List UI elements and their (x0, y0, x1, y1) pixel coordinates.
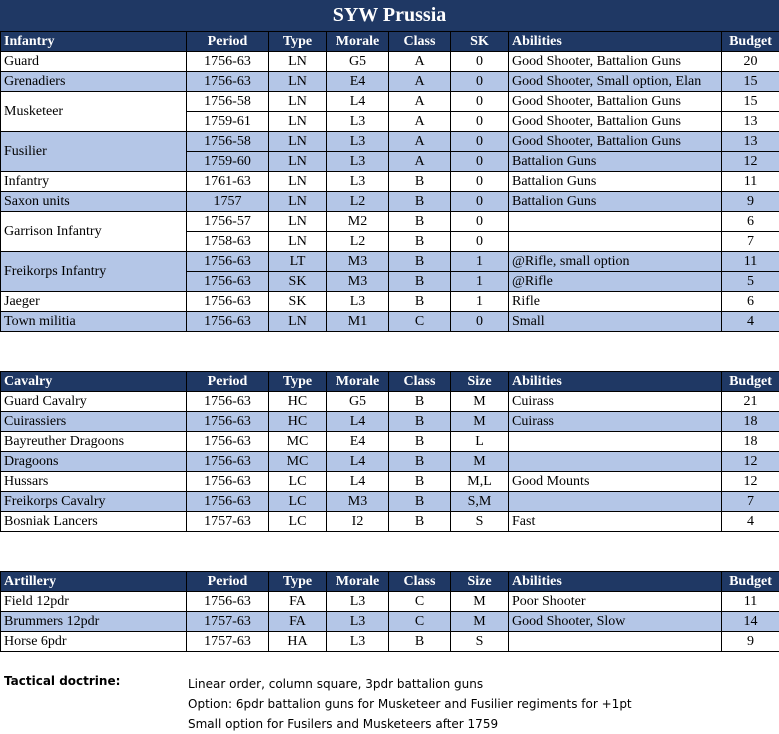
morale: G5 (327, 52, 389, 72)
abilities: Battalion Guns (509, 192, 722, 212)
table-row (1, 432, 779, 452)
morale: L3 (327, 132, 389, 152)
budget: 7 (722, 232, 779, 252)
class: C (389, 592, 451, 612)
sk: 0 (451, 152, 509, 172)
infantry-table (0, 31, 779, 332)
table-row (1, 412, 779, 432)
size: M (451, 452, 509, 472)
class: B (389, 432, 451, 452)
budget: 7 (722, 492, 779, 512)
type: FA (269, 592, 327, 612)
unit-name: Guard (1, 52, 187, 72)
size: S (451, 512, 509, 532)
header-unit: Artillery (1, 572, 187, 592)
morale: L3 (327, 592, 389, 612)
class: B (389, 172, 451, 192)
cavalry-table (0, 371, 779, 532)
sk: 0 (451, 52, 509, 72)
doctrine-line: Option: 6pdr battalion guns for Musketeer and Fusilier regiments for +1pt (188, 694, 632, 714)
abilities (509, 232, 722, 252)
abilities: Battalion Guns (509, 172, 722, 192)
type: LN (269, 152, 327, 172)
abilities (509, 452, 722, 472)
header-class: Class (389, 32, 451, 52)
size: S (451, 632, 509, 652)
class: C (389, 312, 451, 332)
abilities: Small (509, 312, 722, 332)
budget: 13 (722, 112, 779, 132)
unit-name: Bayreuther Dragoons (1, 432, 187, 452)
budget: 11 (722, 172, 779, 192)
morale: I2 (327, 512, 389, 532)
sk: 0 (451, 132, 509, 152)
unit-name: Jaeger (1, 292, 187, 312)
type: LC (269, 512, 327, 532)
table-row (1, 592, 779, 612)
doctrine-lines (188, 674, 632, 734)
class: A (389, 52, 451, 72)
doctrine-label: Tactical doctrine: (4, 674, 120, 688)
header-type: Type (269, 572, 327, 592)
type: LN (269, 52, 327, 72)
class: B (389, 252, 451, 272)
budget: 18 (722, 412, 779, 432)
type: LC (269, 492, 327, 512)
class: B (389, 512, 451, 532)
abilities: Good Shooter, Small option, Elan (509, 72, 722, 92)
unit-name: Hussars (1, 472, 187, 492)
abilities: Good Shooter, Battalion Guns (509, 52, 722, 72)
period: 1756-63 (187, 412, 269, 432)
table-row (1, 72, 779, 92)
header-morale: Morale (327, 32, 389, 52)
morale: L4 (327, 412, 389, 432)
sk: 1 (451, 292, 509, 312)
budget: 9 (722, 192, 779, 212)
header-abilities: Abilities (509, 32, 722, 52)
table-row (1, 92, 779, 112)
type: HC (269, 412, 327, 432)
header-period: Period (187, 372, 269, 392)
period: 1759-61 (187, 112, 269, 132)
unit-name: Freikorps Cavalry (1, 492, 187, 512)
budget: 11 (722, 592, 779, 612)
class: A (389, 92, 451, 112)
type: LT (269, 252, 327, 272)
header-size: Size (451, 572, 509, 592)
morale: E4 (327, 432, 389, 452)
header-class: Class (389, 572, 451, 592)
sk: 0 (451, 312, 509, 332)
budget: 11 (722, 252, 779, 272)
budget: 13 (722, 132, 779, 152)
table-row (1, 192, 779, 212)
period: 1756-63 (187, 252, 269, 272)
header-budget: Budget (722, 372, 779, 392)
morale: G5 (327, 392, 389, 412)
header-class: Class (389, 372, 451, 392)
sk: 0 (451, 112, 509, 132)
period: 1757 (187, 192, 269, 212)
abilities (509, 432, 722, 452)
abilities: Poor Shooter (509, 592, 722, 612)
abilities: Rifle (509, 292, 722, 312)
sk: 0 (451, 72, 509, 92)
class: B (389, 392, 451, 412)
budget: 14 (722, 612, 779, 632)
morale: M3 (327, 272, 389, 292)
period: 1756-63 (187, 472, 269, 492)
unit-name: Field 12pdr (1, 592, 187, 612)
budget: 18 (722, 432, 779, 452)
unit-name: Bosniak Lancers (1, 512, 187, 532)
type: LN (269, 312, 327, 332)
header-budget: Budget (722, 572, 779, 592)
abilities: Good Shooter, Battalion Guns (509, 112, 722, 132)
abilities (509, 212, 722, 232)
table-row (1, 132, 779, 152)
budget: 15 (722, 72, 779, 92)
class: B (389, 272, 451, 292)
budget: 12 (722, 472, 779, 492)
abilities: Good Shooter, Battalion Guns (509, 132, 722, 152)
morale: L3 (327, 292, 389, 312)
abilities: Battalion Guns (509, 152, 722, 172)
table-row (1, 292, 779, 312)
unit-name: Dragoons (1, 452, 187, 472)
header-morale: Morale (327, 572, 389, 592)
sk: 1 (451, 272, 509, 292)
budget: 15 (722, 92, 779, 112)
morale: L4 (327, 472, 389, 492)
size: M (451, 392, 509, 412)
type: MC (269, 432, 327, 452)
unit-name: Cuirassiers (1, 412, 187, 432)
unit-name: Guard Cavalry (1, 392, 187, 412)
abilities: Good Mounts (509, 472, 722, 492)
doctrine-line: Small option for Fusilers and Musketeers after 1759 (188, 714, 632, 734)
morale: L2 (327, 192, 389, 212)
header-budget: Budget (722, 32, 779, 52)
infantry-header-row (1, 32, 779, 52)
type: SK (269, 292, 327, 312)
class: B (389, 412, 451, 432)
abilities (509, 632, 722, 652)
type: LN (269, 132, 327, 152)
class: B (389, 212, 451, 232)
abilities: Cuirass (509, 392, 722, 412)
budget: 21 (722, 392, 779, 412)
abilities: Good Shooter, Battalion Guns (509, 92, 722, 112)
header-size: Size (451, 372, 509, 392)
period: 1756-63 (187, 432, 269, 452)
header-abilities: Abilities (509, 572, 722, 592)
header-unit: Cavalry (1, 372, 187, 392)
class: C (389, 612, 451, 632)
table-row (1, 172, 779, 192)
size: S,M (451, 492, 509, 512)
morale: L2 (327, 232, 389, 252)
table-row (1, 52, 779, 72)
type: FA (269, 612, 327, 632)
abilities (509, 492, 722, 512)
cavalry-header-row (1, 372, 779, 392)
type: LN (269, 112, 327, 132)
header-type: Type (269, 372, 327, 392)
morale: M2 (327, 212, 389, 232)
class: B (389, 492, 451, 512)
class: A (389, 152, 451, 172)
period: 1756-63 (187, 592, 269, 612)
type: HA (269, 632, 327, 652)
budget: 12 (722, 452, 779, 472)
table-row (1, 392, 779, 412)
type: MC (269, 452, 327, 472)
budget: 20 (722, 52, 779, 72)
period: 1756-63 (187, 272, 269, 292)
period: 1756-63 (187, 72, 269, 92)
abilities: Cuirass (509, 412, 722, 432)
morale: M1 (327, 312, 389, 332)
abilities: Fast (509, 512, 722, 532)
period: 1756-63 (187, 312, 269, 332)
budget: 4 (722, 312, 779, 332)
size: L (451, 432, 509, 452)
table-row (1, 512, 779, 532)
table-row (1, 252, 779, 272)
sk: 0 (451, 192, 509, 212)
morale: L3 (327, 152, 389, 172)
header-abilities: Abilities (509, 372, 722, 392)
sk: 1 (451, 252, 509, 272)
header-sk: SK (451, 32, 509, 52)
abilities: Good Shooter, Slow (509, 612, 722, 632)
budget: 5 (722, 272, 779, 292)
unit-name: Brummers 12pdr (1, 612, 187, 632)
budget: 12 (722, 152, 779, 172)
header-period: Period (187, 572, 269, 592)
class: B (389, 232, 451, 252)
budget: 4 (722, 512, 779, 532)
morale: L4 (327, 92, 389, 112)
table-row (1, 452, 779, 472)
period: 1756-63 (187, 292, 269, 312)
size: M (451, 592, 509, 612)
period: 1758-63 (187, 232, 269, 252)
abilities: @Rifle (509, 272, 722, 292)
class: B (389, 192, 451, 212)
sk: 0 (451, 212, 509, 232)
unit-name: Grenadiers (1, 72, 187, 92)
abilities: @Rifle, small option (509, 252, 722, 272)
table-row (1, 612, 779, 632)
budget: 6 (722, 212, 779, 232)
unit-name: Saxon units (1, 192, 187, 212)
type: LN (269, 232, 327, 252)
table-row (1, 632, 779, 652)
page-title: SYW Prussia (0, 0, 779, 31)
budget: 9 (722, 632, 779, 652)
type: LN (269, 192, 327, 212)
period: 1756-57 (187, 212, 269, 232)
unit-name: Infantry (1, 172, 187, 192)
period: 1756-63 (187, 452, 269, 472)
class: B (389, 452, 451, 472)
morale: L4 (327, 452, 389, 472)
unit-name: Freikorps Infantry (1, 252, 187, 292)
morale: L3 (327, 612, 389, 632)
table-row (1, 492, 779, 512)
type: LN (269, 72, 327, 92)
period: 1761-63 (187, 172, 269, 192)
size: M,L (451, 472, 509, 492)
header-period: Period (187, 32, 269, 52)
morale: L3 (327, 112, 389, 132)
unit-name: Horse 6pdr (1, 632, 187, 652)
header-type: Type (269, 32, 327, 52)
sk: 0 (451, 172, 509, 192)
period: 1757-63 (187, 632, 269, 652)
period: 1756-63 (187, 392, 269, 412)
morale: M3 (327, 252, 389, 272)
class: A (389, 112, 451, 132)
class: B (389, 292, 451, 312)
header-morale: Morale (327, 372, 389, 392)
period: 1756-58 (187, 92, 269, 112)
period: 1759-60 (187, 152, 269, 172)
type: LN (269, 92, 327, 112)
morale: L3 (327, 632, 389, 652)
morale: M3 (327, 492, 389, 512)
table-row (1, 312, 779, 332)
class: A (389, 72, 451, 92)
type: SK (269, 272, 327, 292)
header-unit: Infantry (1, 32, 187, 52)
morale: L3 (327, 172, 389, 192)
table-row (1, 472, 779, 492)
doctrine-line: Linear order, column square, 3pdr battalion guns (188, 674, 632, 694)
period: 1756-63 (187, 52, 269, 72)
period: 1757-63 (187, 512, 269, 532)
period: 1756-58 (187, 132, 269, 152)
size: M (451, 612, 509, 632)
type: LN (269, 212, 327, 232)
class: B (389, 632, 451, 652)
type: HC (269, 392, 327, 412)
class: A (389, 132, 451, 152)
period: 1756-63 (187, 492, 269, 512)
budget: 6 (722, 292, 779, 312)
class: B (389, 472, 451, 492)
period: 1757-63 (187, 612, 269, 632)
sk: 0 (451, 92, 509, 112)
unit-name: Garrison Infantry (1, 212, 187, 252)
morale: E4 (327, 72, 389, 92)
unit-name: Fusilier (1, 132, 187, 172)
sk: 0 (451, 232, 509, 252)
table-row (1, 212, 779, 232)
artillery-table (0, 571, 779, 652)
type: LC (269, 472, 327, 492)
size: M (451, 412, 509, 432)
unit-name: Musketeer (1, 92, 187, 132)
unit-name: Town militia (1, 312, 187, 332)
type: LN (269, 172, 327, 192)
artillery-header-row (1, 572, 779, 592)
